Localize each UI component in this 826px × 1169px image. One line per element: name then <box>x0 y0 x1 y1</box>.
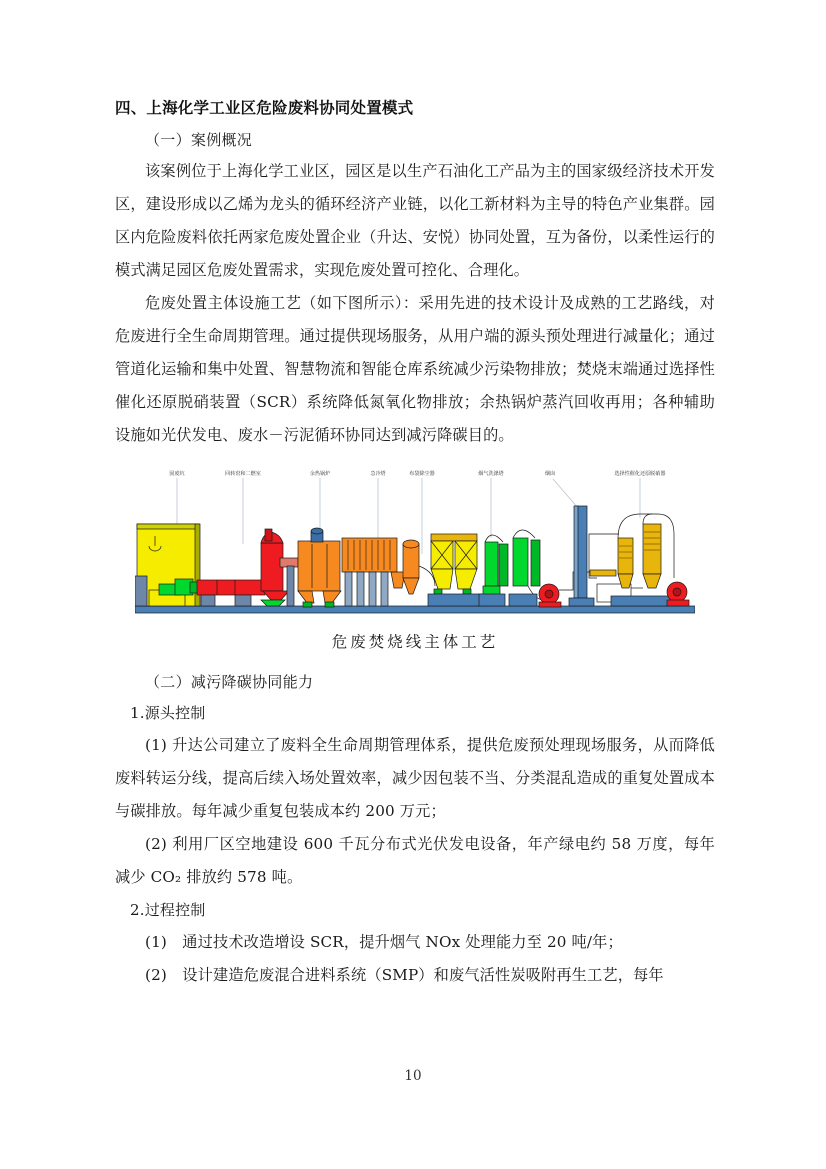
label-quench-tower: 急冷塔 <box>370 471 386 477</box>
incineration-line-diagram <box>135 466 695 621</box>
label-waste-heat-boiler: 余热锅炉 <box>309 471 331 477</box>
label-chimney: 烟囱 <box>544 471 556 477</box>
page-content <box>115 95 715 992</box>
subsection-heading-1: （一）案例概况 <box>145 131 253 149</box>
quench-tower-unit <box>342 538 405 606</box>
rotary-kiln-unit <box>197 529 298 606</box>
page-number: 10 <box>404 1068 422 1084</box>
label-flue-gas-scrubber: 烟气洗涤塔 <box>478 471 504 477</box>
list-item-source-control-2: (2) 利用厂区空地建设 600 千瓦分布式光伏发电设备，年产绿电约 58 万度，每年减少 CO₂ 排放约 578 吨。 <box>115 835 715 886</box>
page-title: 四、上海化学工业区危险废料协同处置模式 <box>115 99 414 117</box>
list-title-source-control: 1.源头控制 <box>130 704 206 722</box>
ground-strip <box>135 606 695 613</box>
list-item-process-control-1: (1) 通过技术改造增设 SCR，提升烟气 NOx 处理能力至 20 吨/年； <box>145 933 623 951</box>
list-item-source-control-1: (1) 升达公司建立了废料全生命周期管理体系，提供危废预处理现场服务，从而降低废料转运分线，提高后续入场处置效率，减少因包装不当、分类混乱造成的重复处置成本与碳排放。每年减少重复包装成本约 200 万元； <box>115 736 715 820</box>
paragraph-case-overview: 该案例位于上海化学工业区，园区是以生产石油化工产品为主的国家级经济技术开发区，建设形成以乙烯为龙头的循环经济产业链，以化工新材料为主导的特色产业集群。园区内危险废料依托两家危废处置企业（升达、安悦）协同处置，互为备份，以柔性运行的模式满足园区危废处置需求，实现危废处置可控化、合理化。 <box>115 162 715 279</box>
cyclone-separator <box>403 540 435 594</box>
induced-draft-fan-2 <box>667 582 689 606</box>
flue-gas-scrubber-unit <box>479 530 542 606</box>
label-scr: 选择性催化还原脱硝器 <box>614 471 666 477</box>
figure-caption: 危废焚烧线主体工艺 <box>331 633 499 651</box>
bag-filter-unit <box>428 534 482 606</box>
chimney-stack <box>569 506 594 606</box>
paragraph-process-description: 危废处置主体设施工艺（如下图所示）：采用先进的技术设计及成熟的工艺路线，对危废进行全生命周期管理。通过提供现场服务，从用户端的源头预处理进行减量化；通过管道化运输和集中处置、智慧物流和智能仓库系统减少污染物排放；焚烧末端通过选择性催化还原脱硝装置（SCR）系统降低氮氧化物排放；余热锅炉蒸汽回收再用；各种辅助设施如光伏发电、废水－污泥循环协同达到减污降碳目的。 <box>115 294 715 444</box>
diagram-labels <box>169 470 665 477</box>
label-rotary-kiln: 回转窑和二燃室 <box>225 471 261 477</box>
subsection-heading-2: （二）减污降碳协同能力 <box>145 673 314 691</box>
list-item-process-control-2: (2) 设计建造危废混合进料系统（SMP）和废气活性炭吸附再生工艺，每年 <box>145 966 664 984</box>
label-solid-waste-pit: 固废坑 <box>169 471 185 477</box>
process-figure <box>115 466 715 657</box>
list-title-process-control: 2.过程控制 <box>130 901 206 919</box>
induced-draft-fan-1 <box>539 584 561 607</box>
label-bag-filter: 布袋除尘器 <box>409 471 435 477</box>
waste-heat-boiler-unit <box>298 528 341 607</box>
